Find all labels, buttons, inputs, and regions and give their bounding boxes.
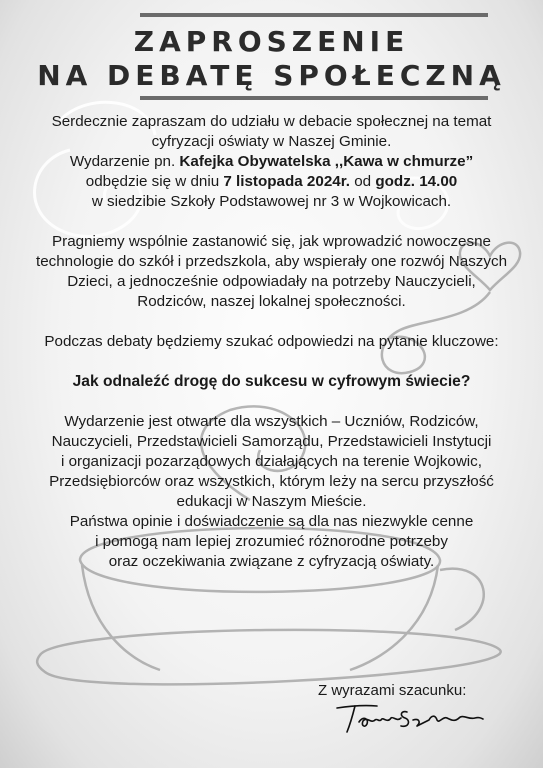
location-line: w siedzibie Szkoły Podstawowej nr 3 w Wojkowicach. xyxy=(91,193,452,210)
closing-salutation: Z wyrazami szacunku: xyxy=(318,682,467,699)
event-line xyxy=(10,152,533,172)
event-date: 7 listopada 2024r. xyxy=(223,173,351,190)
title-line-1: ZAPROSZENIE xyxy=(133,25,410,58)
top-rule xyxy=(140,13,488,17)
bottom-rule xyxy=(140,96,488,100)
audience-line-2: Nauczycieli, Przedstawicieli Samorządu, Przedstawicieli Instytucji xyxy=(51,433,492,450)
cup-saucer xyxy=(37,630,501,684)
cup-handle xyxy=(440,569,484,630)
handwritten-signature-icon xyxy=(335,700,485,736)
date-line xyxy=(10,172,533,192)
purpose-line-4: Rodziców, naszej lokalnej społeczności. xyxy=(137,293,406,310)
intro-line-2: cyfryzacji oświaty w Naszej Gminie. xyxy=(151,133,392,150)
purpose-line-3: Dzieci, a jednocześnie odpowiadały na potrzeby Nauczycieli, xyxy=(67,273,476,290)
audience-line-4: Przedsiębiorców oraz wszystkich, którym leży na sercu przyszłość xyxy=(49,473,494,490)
key-question-intro: Podczas debaty będziemy szukać odpowiedzi na pytanie kluczowe: xyxy=(44,333,499,350)
audience-line-6: Państwa opinie i doświadczenie są dla nas niezwykle cenne xyxy=(69,513,474,530)
key-question: Jak odnaleźć drogę do sukcesu w cyfrowym świecie? xyxy=(72,373,471,390)
date-prefix: odbędzie się w dniu xyxy=(85,173,224,190)
title-line-2: NA DEBATĘ SPOŁECZNĄ xyxy=(37,59,506,92)
purpose-line-2: technologie do szkół i przedszkola, aby wspierały one rozwój Naszych xyxy=(35,253,508,270)
event-name: Kafejka Obywatelska ,,Kawa w chmurze” xyxy=(179,153,474,170)
time-prefix: od xyxy=(350,173,376,190)
audience-line-5: edukacji w Naszym Mieście. xyxy=(176,493,367,510)
audience-line-7: i pomogą nam lepiej zrozumieć różnorodne potrzeby xyxy=(95,533,448,550)
event-time: godz. 14.00 xyxy=(375,173,458,190)
intro-line-1: Serdecznie zapraszam do udziału w debacie społecznej na temat xyxy=(51,113,492,130)
audience-line-1: Wydarzenie jest otwarte dla wszystkich – Uczniów, Rodziców, xyxy=(64,413,479,430)
purpose-line-1: Pragniemy wspólnie zastanowić się, jak wprowadzić nowoczesne xyxy=(52,233,491,250)
cup-body xyxy=(82,565,438,670)
audience-line-8: oraz oczekiwania związane z cyfryzacją oświaty. xyxy=(108,553,435,570)
audience-line-3: i organizacji pozarządowych działających na terenie Wojkowic, xyxy=(61,453,482,470)
invitation-body xyxy=(10,112,533,572)
event-prefix: Wydarzenie pn. xyxy=(69,153,180,170)
